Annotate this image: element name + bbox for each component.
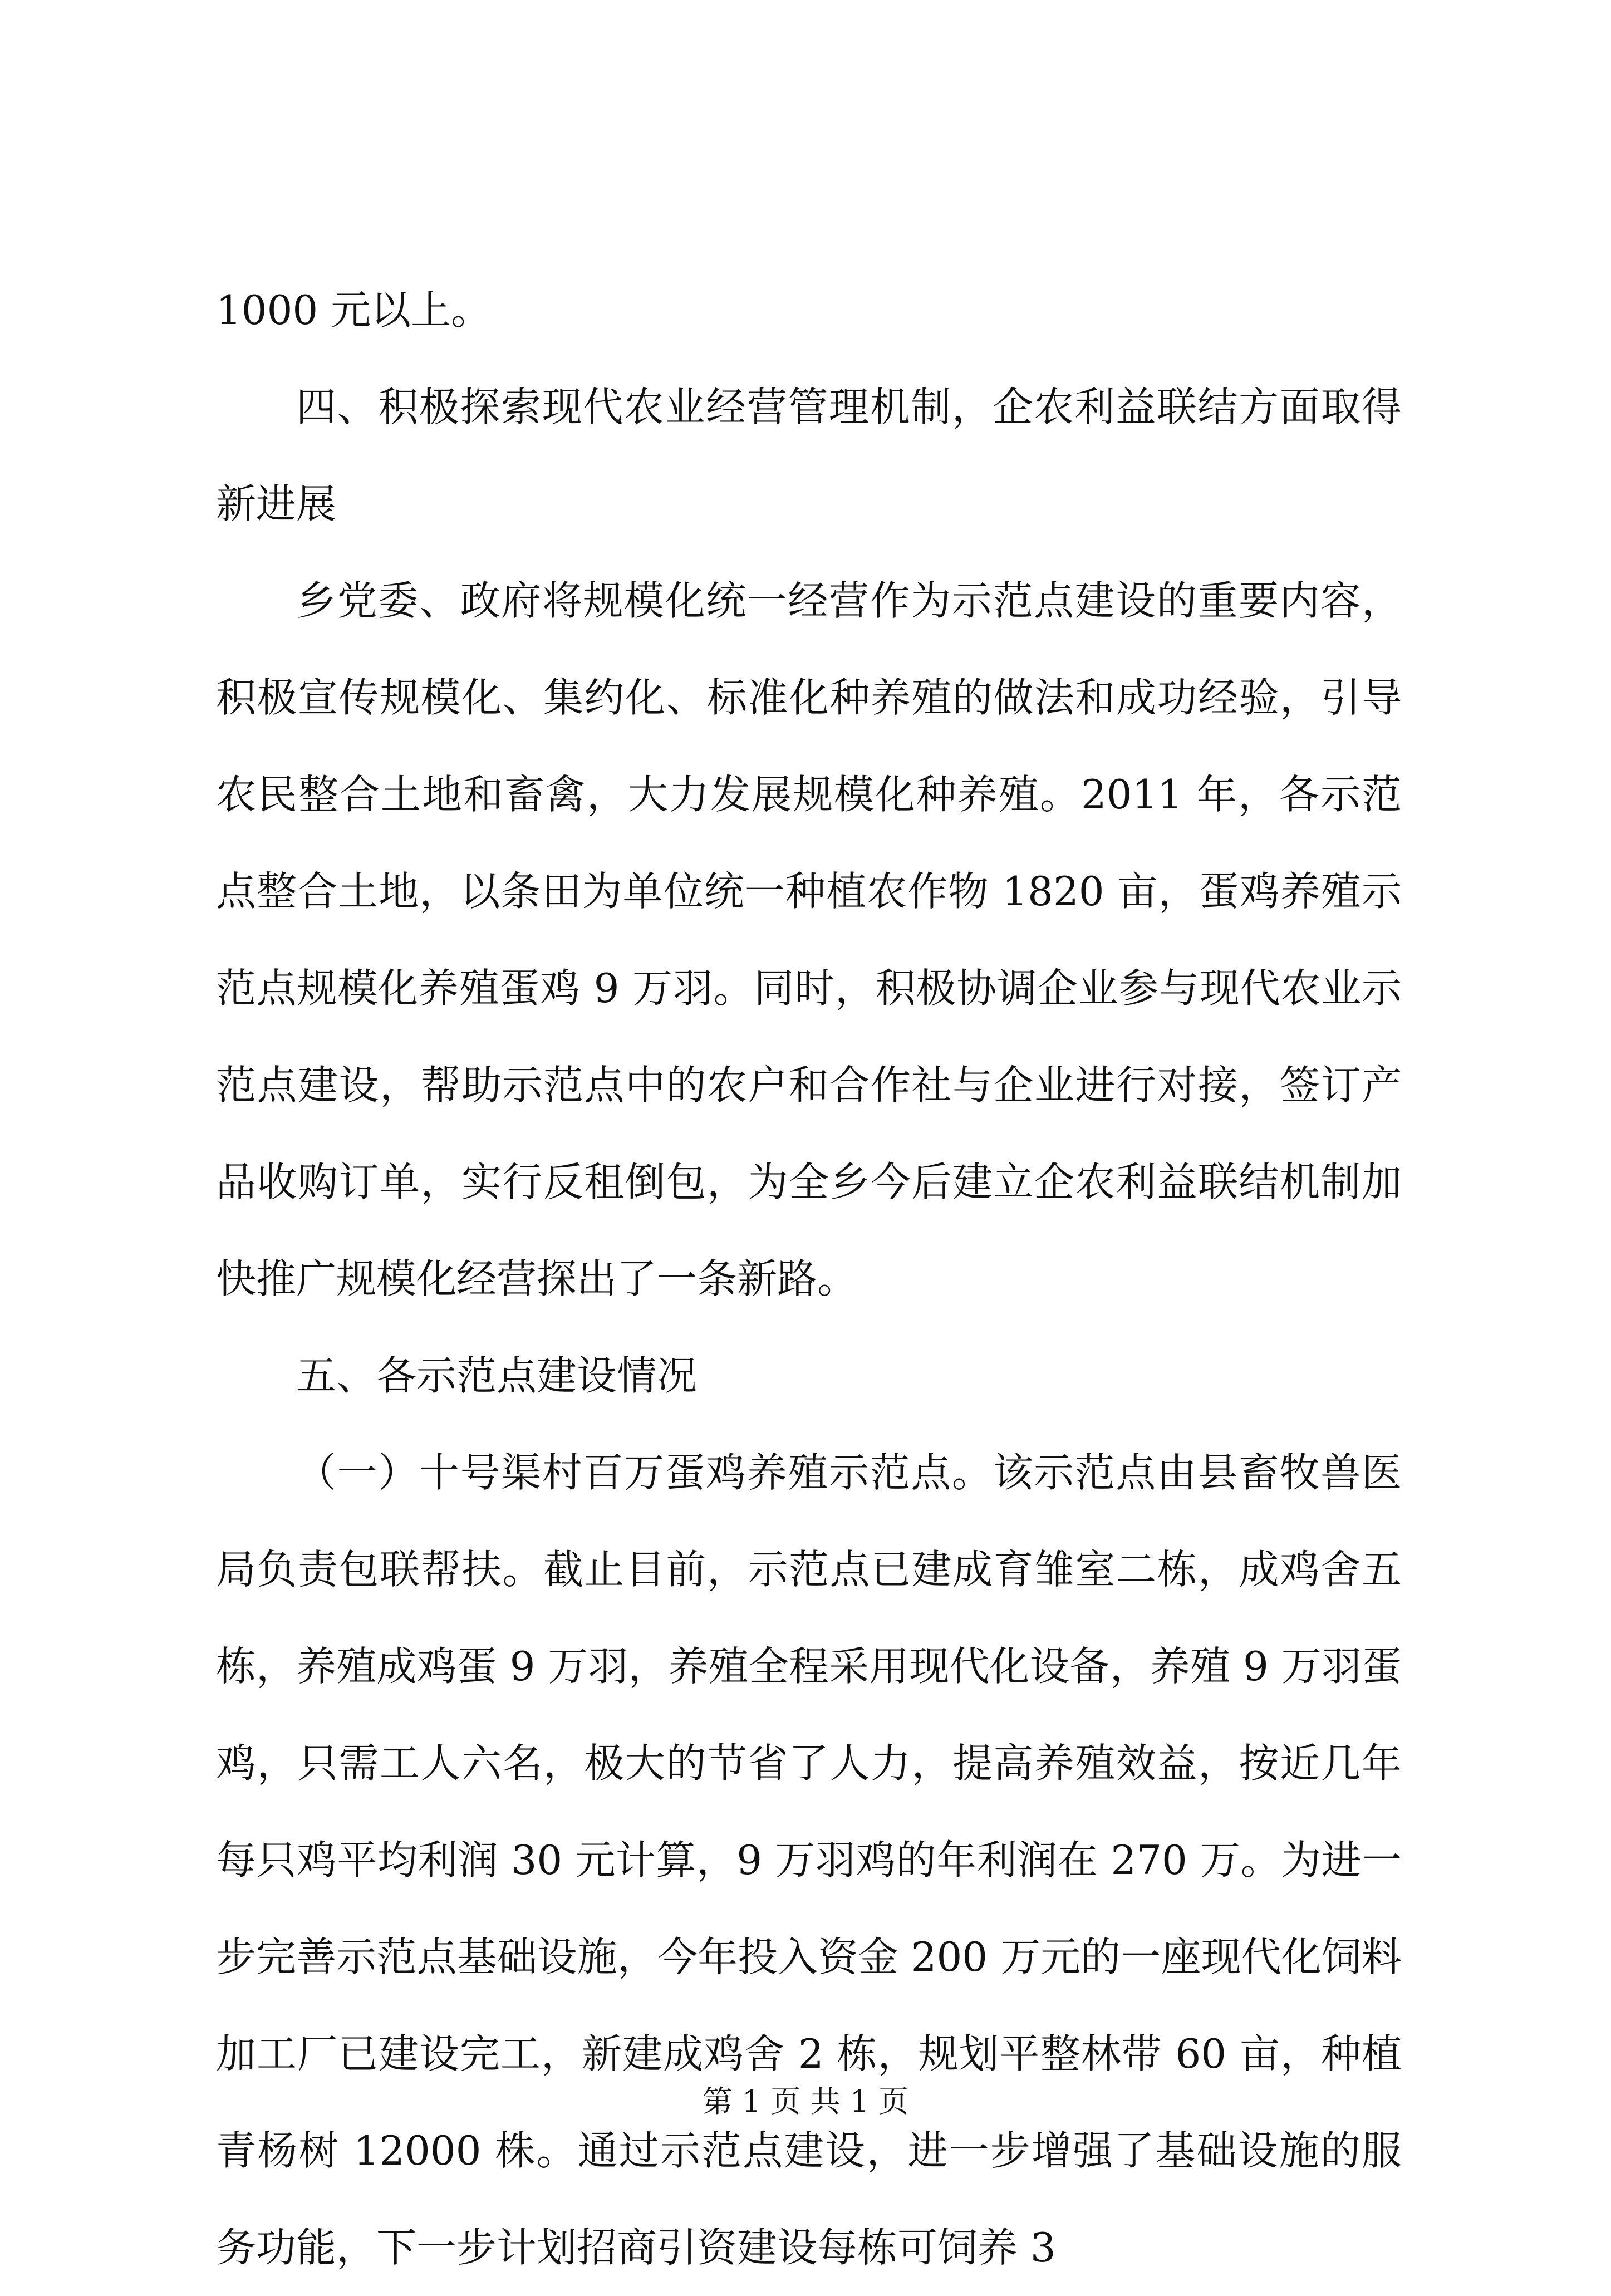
section-heading-four: 四、积极探索现代农业经营管理机制，企农利益联结方面取得新进展 — [216, 384, 1402, 527]
paragraph-continuation: 1000 元以上。 — [216, 287, 492, 333]
page-footer: 第 1 页 共 1 页 — [702, 2084, 909, 2119]
section-heading-five: 五、各示范点建设情况 — [296, 1352, 698, 1399]
document-body — [216, 262, 1402, 2296]
paragraph-egg-chicken-demo: （一）十号渠村百万蛋鸡养殖示范点。该示范点由县畜牧兽医局负责包联帮扶。截止目前，示范点已建成育雏室二栋，成鸡舍五栋，养殖成鸡蛋 9 万羽，养殖全程采用现代化设备，养殖 9 万羽蛋鸡，只需工人六名，极大的节省了人力，提高养殖效益，按近几年每只鸡平均利润 30 元计算，9 万羽鸡的年利润在 270 万。为进一步完善示范点基础设施，今年投入资金 200 万元的一座现代化饲料加工厂已建设完工，新建成鸡舍 2 栋，规划平整林带 60 亩，种植青杨树 12000 株。通过示范点建设，进一步增强了基础设施的服务功能，下一步计划招商引资建设每栋可饲养 3 — [216, 1449, 1402, 2271]
paragraph-scale-management: 乡党委、政府将规模化统一经营作为示范点建设的重要内容，积极宣传规模化、集约化、标准化种养殖的做法和成功经验，引导农民整合土地和畜禽，大力发展规模化种养殖。2011 年，各示范点整合土地，以条田为单位统一种植农作物 1820 亩，蛋鸡养殖示范点规模化养殖蛋鸡 9 万羽。同时，积极协调企业参与现代农业示范点建设，帮助示范点中的农户和合作社与企业进行对接，签订产品收购订单，实行反租倒包，为全乡今后建立企农利益联结机制加快推广规模化经营探出了一条新路。 — [216, 577, 1402, 1302]
